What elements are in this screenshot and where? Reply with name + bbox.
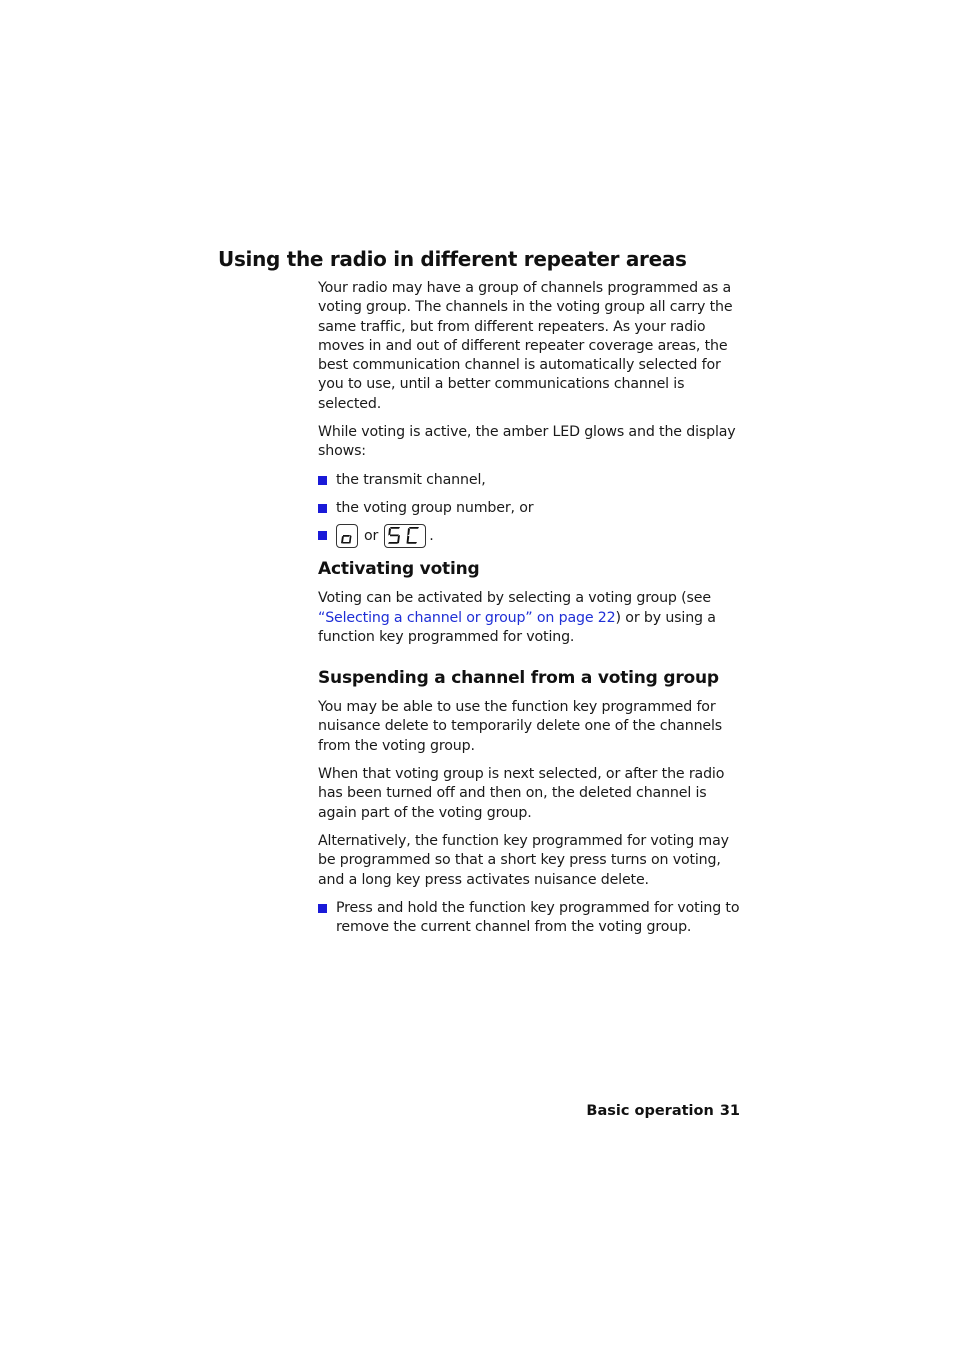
bullet-square-icon: [318, 904, 327, 913]
page-footer: [586, 1101, 740, 1121]
suspending-paragraph: Alternatively, the function key programmed for voting may be programmed so that a short key press turns on voting, and a long key press activates nuisance delete.: [318, 832, 729, 888]
main-content: [318, 279, 743, 946]
bullet-text: the transmit channel,: [336, 471, 486, 488]
bullet-square-icon: [318, 476, 327, 485]
activating-text-after: ) or by using a function key programmed for voting.: [318, 609, 716, 645]
activating-text-before: Voting can be activated by selecting a voting group (see: [318, 590, 711, 607]
page-number: 31: [719, 1103, 740, 1119]
display-bullet-list: [318, 471, 743, 551]
footer-section-title: Basic operation: [586, 1103, 714, 1119]
bullet-square-icon: [318, 531, 327, 540]
list-item: [318, 499, 743, 518]
list-item: [318, 899, 743, 938]
step-list: [318, 899, 743, 938]
step-text: Press and hold the function key programmed for voting to remove the current channel from the voting group.: [336, 899, 740, 936]
list-item: [318, 471, 743, 490]
bullet-text: the voting group number, or: [336, 499, 534, 516]
suspending-paragraph: When that voting group is next selected, or after the radio has been turned off and then on, the deleted channel is again part of the voting group.: [318, 766, 725, 821]
lcd-display-sc: [384, 524, 426, 548]
suspending-channel-heading: Suspending a channel from a voting group: [318, 668, 719, 689]
or-connector: or: [364, 527, 379, 544]
lcd-o-icon: [337, 525, 356, 546]
activating-paragraph: [318, 589, 743, 647]
page-title: Using the radio in different repeater areas: [218, 247, 687, 271]
activating-voting-heading: Activating voting: [318, 559, 480, 580]
list-item: [318, 522, 743, 550]
lcd-sc-icon: [385, 525, 424, 546]
intro-paragraph: Your radio may have a group of channels programmed as a voting group. The channels in the voting group all carry the same traffic, but from different repeaters. As your radio moves in and out of different repeater coverage areas, the best communication channel is automatically selected for you to use, until a better communications channel is selected.: [318, 280, 733, 412]
list-end-period: .: [429, 527, 434, 544]
lcd-display-o: [336, 524, 358, 548]
bullet-square-icon: [318, 504, 327, 513]
selecting-channel-link[interactable]: “Selecting a channel or group” on page 22: [318, 609, 616, 626]
suspending-paragraph: You may be able to use the function key programmed for nuisance delete to temporarily delete one of the channels from the voting group.: [318, 699, 723, 754]
while-voting-paragraph: While voting is active, the amber LED glows and the display shows:: [318, 424, 736, 460]
